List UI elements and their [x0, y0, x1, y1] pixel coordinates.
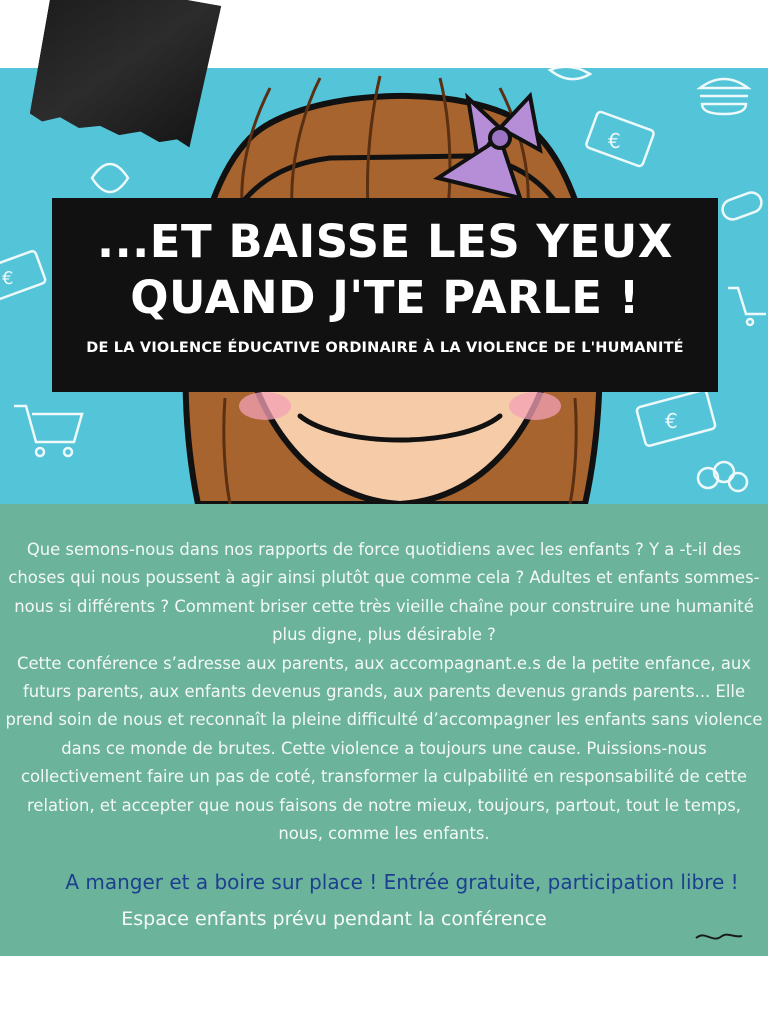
- leaf-icon: [550, 68, 590, 79]
- description-paragraph-2: Cette conférence s’adresse aux parents, aux accompagnant.e.s de la petite enfance, aux futurs parents, aux enfants devenus grands, aux parents devenus grands parents... Elle prend soin de nous et reconnaît la pleine difficulté d’accompagner les enfants sans violence dans ce monde de brutes. Cette violence a toujours une cause. Puissions-nous collectivement faire un pas de coté, transformer la culpabilité en responsabilité de cette relation, et accepter que nous faisons de notre mieux, toujours, partout, tout le temps, nous, comme les enfants.: [5, 653, 763, 844]
- burger-icon: [700, 79, 748, 114]
- broccoli-icon: [698, 462, 747, 491]
- shopping-cart-icon-2: [728, 288, 766, 325]
- euro-note-icon-3: [636, 389, 716, 446]
- poster-title-line1: ...ET BAISSE LES YEUX: [96, 215, 673, 268]
- poster-image: [0, 68, 768, 504]
- shopping-cart-icon: [14, 406, 82, 456]
- poster-title-line2: QUAND J'TE PARLE !: [130, 271, 640, 324]
- euro-note-icon-2: [0, 250, 46, 300]
- description-paragraph-1: Que semons-nous dans nos rapports de force quotidiens avec les enfants ? Y a -t-il des choses qui nous poussent à agir ainsi plutôt que comme cela ? Adultes et enfants sommes-nous si différents ? Comment briser cette très vieille chaîne pour construire une humanité plus digne, plus désirable ?: [8, 540, 760, 645]
- food-entry-line: A manger et a boire sur place ! Entrée gratuite, participation libre !: [65, 870, 739, 895]
- svg-text:€: €: [665, 409, 678, 433]
- signature-mark-icon: [692, 926, 748, 946]
- pill-icon: [720, 190, 764, 222]
- title-banner: [52, 198, 718, 392]
- kids-space-line: Espace enfants prévu pendant la conférence: [121, 908, 547, 931]
- description: [0, 504, 768, 848]
- fish-icon: [92, 164, 128, 192]
- info-panel: [0, 504, 768, 956]
- poster-subtitle: DE LA VIOLENCE ÉDUCATIVE ORDINAIRE À LA VIOLENCE DE L'HUMANITÉ: [86, 340, 684, 356]
- svg-text:€: €: [2, 268, 14, 289]
- svg-text:€: €: [608, 129, 621, 153]
- euro-note-icon: [585, 111, 654, 167]
